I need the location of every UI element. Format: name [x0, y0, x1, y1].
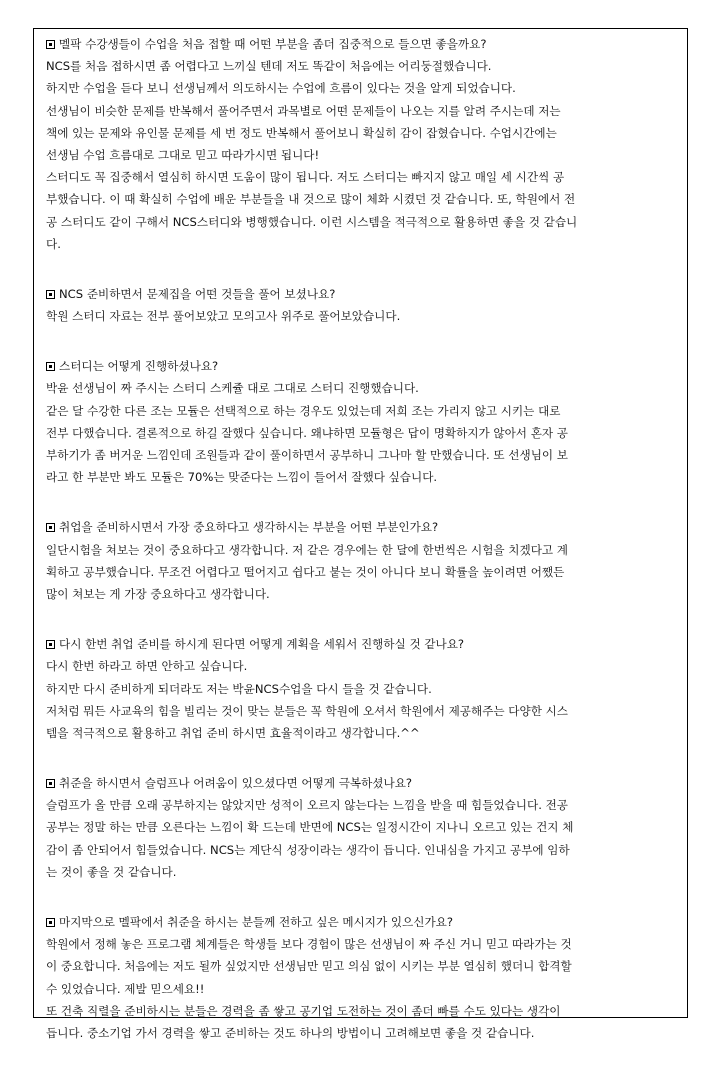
answer-line: 하지만 다시 준비하게 되더라도 저는 박윤NCS수업을 다시 들을 것 같습니다. — [46, 681, 432, 696]
question-line — [46, 911, 678, 933]
square-bullet-icon — [46, 290, 55, 299]
answer-line: 다. — [46, 236, 61, 251]
answer-line: 같은 달 수강한 다른 조는 모듈은 선택적으로 하는 경우도 있었는데 저희 조는 가리지 않고 시키는 대로 — [46, 403, 561, 418]
answer-line: 이 중요합니다. 처음에는 저도 될까 싶었지만 선생님만 믿고 의심 없이 시키는 부분 열심히 했더니 합격할 — [46, 959, 572, 974]
qa-section — [46, 283, 678, 327]
answer-line: 선생님 수업 흐름대로 그대로 믿고 따라가시면 됩니다! — [46, 147, 320, 162]
answer-line: 많이 쳐보는 게 가장 중요하다고 생각합니다. — [46, 586, 270, 601]
question-text: 취준을 하시면서 슬럼프나 어려움이 있으셨다면 어떻게 극복하셨나요? — [59, 776, 413, 791]
answer-line: 학원 스터디 자료는 전부 풀어보았고 모의고사 위주로 풀어보았습니다. — [46, 309, 401, 324]
qa-section — [46, 516, 678, 605]
square-bullet-icon — [46, 40, 55, 49]
answer-line: 슬럼프가 올 만큼 오래 공부하지는 않았지만 성적이 오르지 않는다는 느낌을 받을 때 힘들었습니다. 전공 — [46, 798, 568, 813]
answer-line: 공부는 정말 하는 만큼 오른다는 느낌이 확 드는데 반면에 NCS는 일정시간이 지나니 오르고 있는 건지 체 — [46, 820, 574, 835]
answer-line: 책에 있는 문제와 유인물 문제를 세 번 정도 반복해서 풀어보니 확실히 감이 잡혔습니다. 수업시간에는 — [46, 125, 557, 140]
answer-line: 또 건축 직렬을 준비하시는 분들은 경력을 좀 쌓고 공기업 도전하는 것이 좀더 빠를 수도 있다는 생각이 — [46, 1003, 561, 1018]
qa-section — [46, 33, 678, 255]
answer-line: 전부 다했습니다. 결론적으로 하길 잘했다 싶습니다. 왜냐하면 모듈형은 답이 명확하지가 않아서 혼자 공 — [46, 425, 568, 440]
answer-line: NCS를 처음 접하시면 좀 어렵다고 느끼실 텐데 저도 똑같이 처음에는 어리둥절했습니다. — [46, 59, 492, 74]
answer-line: 부하기가 좀 버거운 느낌인데 조원들과 같이 풀이하면서 공부하니 그나마 할 만했습니다. 또 선생님이 보 — [46, 448, 568, 462]
answer-line: 템을 적극적으로 활용하고 취업 준비 하시면 효율적이라고 생각합니다.^^ — [46, 725, 420, 740]
answer-line: 학원에서 정해 놓은 프로그램 체계들은 학생들 보다 경험이 많은 선생님이 짜 주신 거니 믿고 따라가는 것 — [46, 937, 572, 952]
question-text: NCS 준비하면서 문제집을 어떤 것들을 풀어 보셨나요? — [59, 286, 336, 301]
answer-line: 듭니다. 중소기업 가서 경력을 쌓고 준비하는 것도 하나의 방법이니 고려해보면 좋을 것 같습니다. — [46, 1025, 535, 1040]
question-line — [46, 772, 678, 794]
square-bullet-icon — [46, 918, 55, 927]
square-bullet-icon — [46, 523, 55, 532]
answer-line: 하지만 수업을 듣다 보니 선생님께서 의도하시는 수업에 흐름이 있다는 것을 알게 되었습니다. — [46, 81, 516, 96]
answer-line: 는 것이 좋을 것 같습니다. — [46, 864, 177, 879]
answer-line: 다시 한번 하라고 하면 안하고 싶습니다. — [46, 659, 248, 674]
question-text: 취업을 준비하시면서 가장 중요하다고 생각하시는 부분을 어떤 부분인가요? — [59, 520, 439, 535]
question-line — [46, 355, 678, 377]
answer-line: 부했습니다. 이 때 확실히 수업에 배운 부분들을 내 것으로 많이 체화 시켰던 것 같습니다. 또, 학원에서 전 — [46, 192, 576, 207]
qa-section — [46, 633, 678, 744]
question-text: 멜팍 수강생들이 수업을 처음 접할 때 어떤 부분을 좀더 집중적으로 들으면 좋을까요? — [59, 37, 487, 51]
qa-document — [46, 33, 678, 1072]
square-bullet-icon — [46, 362, 55, 371]
square-bullet-icon — [46, 640, 55, 649]
answer-line: 수 있었습니다. 제발 믿으세요!! — [46, 981, 205, 996]
answer-line: 박윤 선생님이 짜 주시는 스터디 스케쥴 대로 그대로 스터디 진행했습니다. — [46, 381, 419, 396]
square-bullet-icon — [46, 779, 55, 788]
question-line — [46, 33, 678, 55]
question-line — [46, 516, 678, 538]
answer-line: 획하고 공부했습니다. 무조건 어렵다고 떨어지고 쉽다고 붙는 것이 아니다 보니 확률을 높이려면 어쨌든 — [46, 564, 565, 579]
qa-section — [46, 772, 678, 883]
question-line — [46, 633, 678, 655]
question-line — [46, 283, 678, 305]
answer-line: 저처럼 뭐든 사교육의 힘을 빌리는 것이 맞는 분들은 꼭 학원에 오셔서 학원에서 제공해주는 다양한 시스 — [46, 703, 568, 718]
question-text: 다시 한번 취업 준비를 하시게 된다면 어떻게 계획을 세워서 진행하실 것 같나요? — [59, 637, 465, 652]
answer-line: 공 스터디도 같이 구해서 NCS스터디와 병행했습니다. 이런 시스템을 적극적으로 활용하면 좋을 것 같습니 — [46, 214, 578, 229]
answer-line: 스터디도 꼭 집중해서 열심히 하시면 도움이 많이 됩니다. 저도 스터디는 빠지지 않고 매일 세 시간씩 공 — [46, 170, 565, 185]
question-text: 스터디는 어떻게 진행하셨나요? — [59, 359, 219, 374]
question-text: 마지막으로 멜팍에서 취준을 하시는 분들께 전하고 싶은 메시지가 있으신가요? — [59, 915, 454, 929]
answer-line: 라고 한 부분만 봐도 모듈은 70%는 맞준다는 느낌이 들어서 잘했다 싶습니다. — [46, 470, 438, 485]
answer-line: 선생님이 비슷한 문제를 반복해서 풀어주면서 과목별로 어떤 문제들이 나오는 지를 알려 주시는데 저는 — [46, 103, 561, 118]
qa-section — [46, 355, 678, 488]
answer-line: 일단시험을 쳐보는 것이 중요하다고 생각합니다. 저 같은 경우에는 한 달에 한번씩은 시험을 치겠다고 계 — [46, 542, 568, 557]
qa-section — [46, 911, 678, 1044]
answer-line: 감이 좀 안되어서 힘들었습니다. NCS는 계단식 성장이라는 생각이 듭니다. 인내심을 가지고 공부에 임하 — [46, 842, 570, 857]
